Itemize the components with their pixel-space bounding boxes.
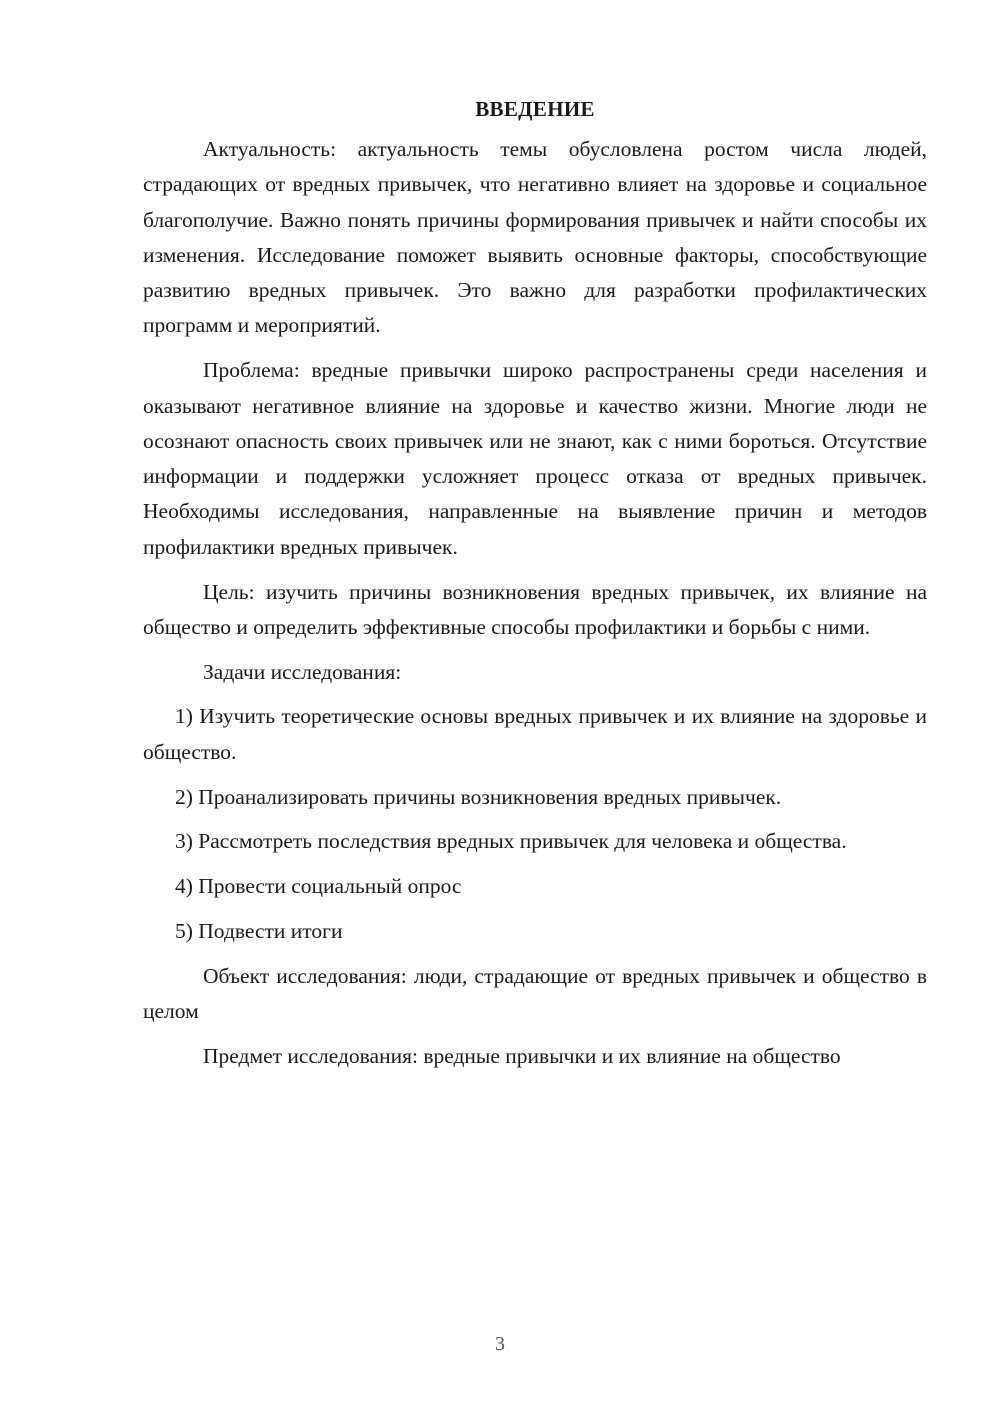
subject-paragraph: Предмет исследования: вредные привычки и их влияние на общество	[203, 1043, 841, 1068]
task-item: 3) Рассмотреть последствия вредных привычек для человека и общества.	[175, 829, 847, 854]
task-item: 1) Изучить теоретические основы вредных привычек и их влияние на здоровье и общество.	[143, 704, 927, 764]
task-item: 2) Проанализировать причины возникновения вредных привычек.	[175, 784, 782, 809]
page-number: 3	[495, 1333, 505, 1355]
object-paragraph: Объект исследования: люди, страдающие от вредных привычек и общество в целом	[143, 963, 927, 1024]
section-title: ВВЕДЕНИЕ	[475, 97, 595, 121]
tasks-heading: Задачи исследования:	[203, 659, 402, 684]
goal-paragraph: Цель: изучить причины возникновения вредных привычек, их влияние на общество и определить эффективные способы профилактики и борьбы с ними.	[143, 579, 927, 639]
problem-paragraph: Проблема: вредные привычки широко распространены среди населения и оказывают негативное влияние на здоровье и качество жизни. Многие люди не осознают опасность своих привычек или не знают, как с ними бороться. Отсутствие информации и поддержки усложняет процесс отказа от вредных привычек. Необходимы исследования, направленные на выявление причин и методов профилактики вредных привычек.	[143, 358, 927, 559]
relevance-paragraph: Актуальность: актуальность темы обусловлена ростом числа людей, страдающих от вредных привычек, что негативно влияет на здоровье и социальное благополучие. Важно понять причины формирования привычек и найти способы их изменения. Исследование поможет выявить основные факторы, способствующие развитию вредных привычек. Это важно для разработки профилактических программ и мероприятий.	[143, 137, 927, 338]
task-item: 5) Подвести итоги	[175, 918, 343, 943]
task-item: 4) Провести социальный опрос	[175, 874, 462, 899]
document-page	[143, 92, 927, 1084]
